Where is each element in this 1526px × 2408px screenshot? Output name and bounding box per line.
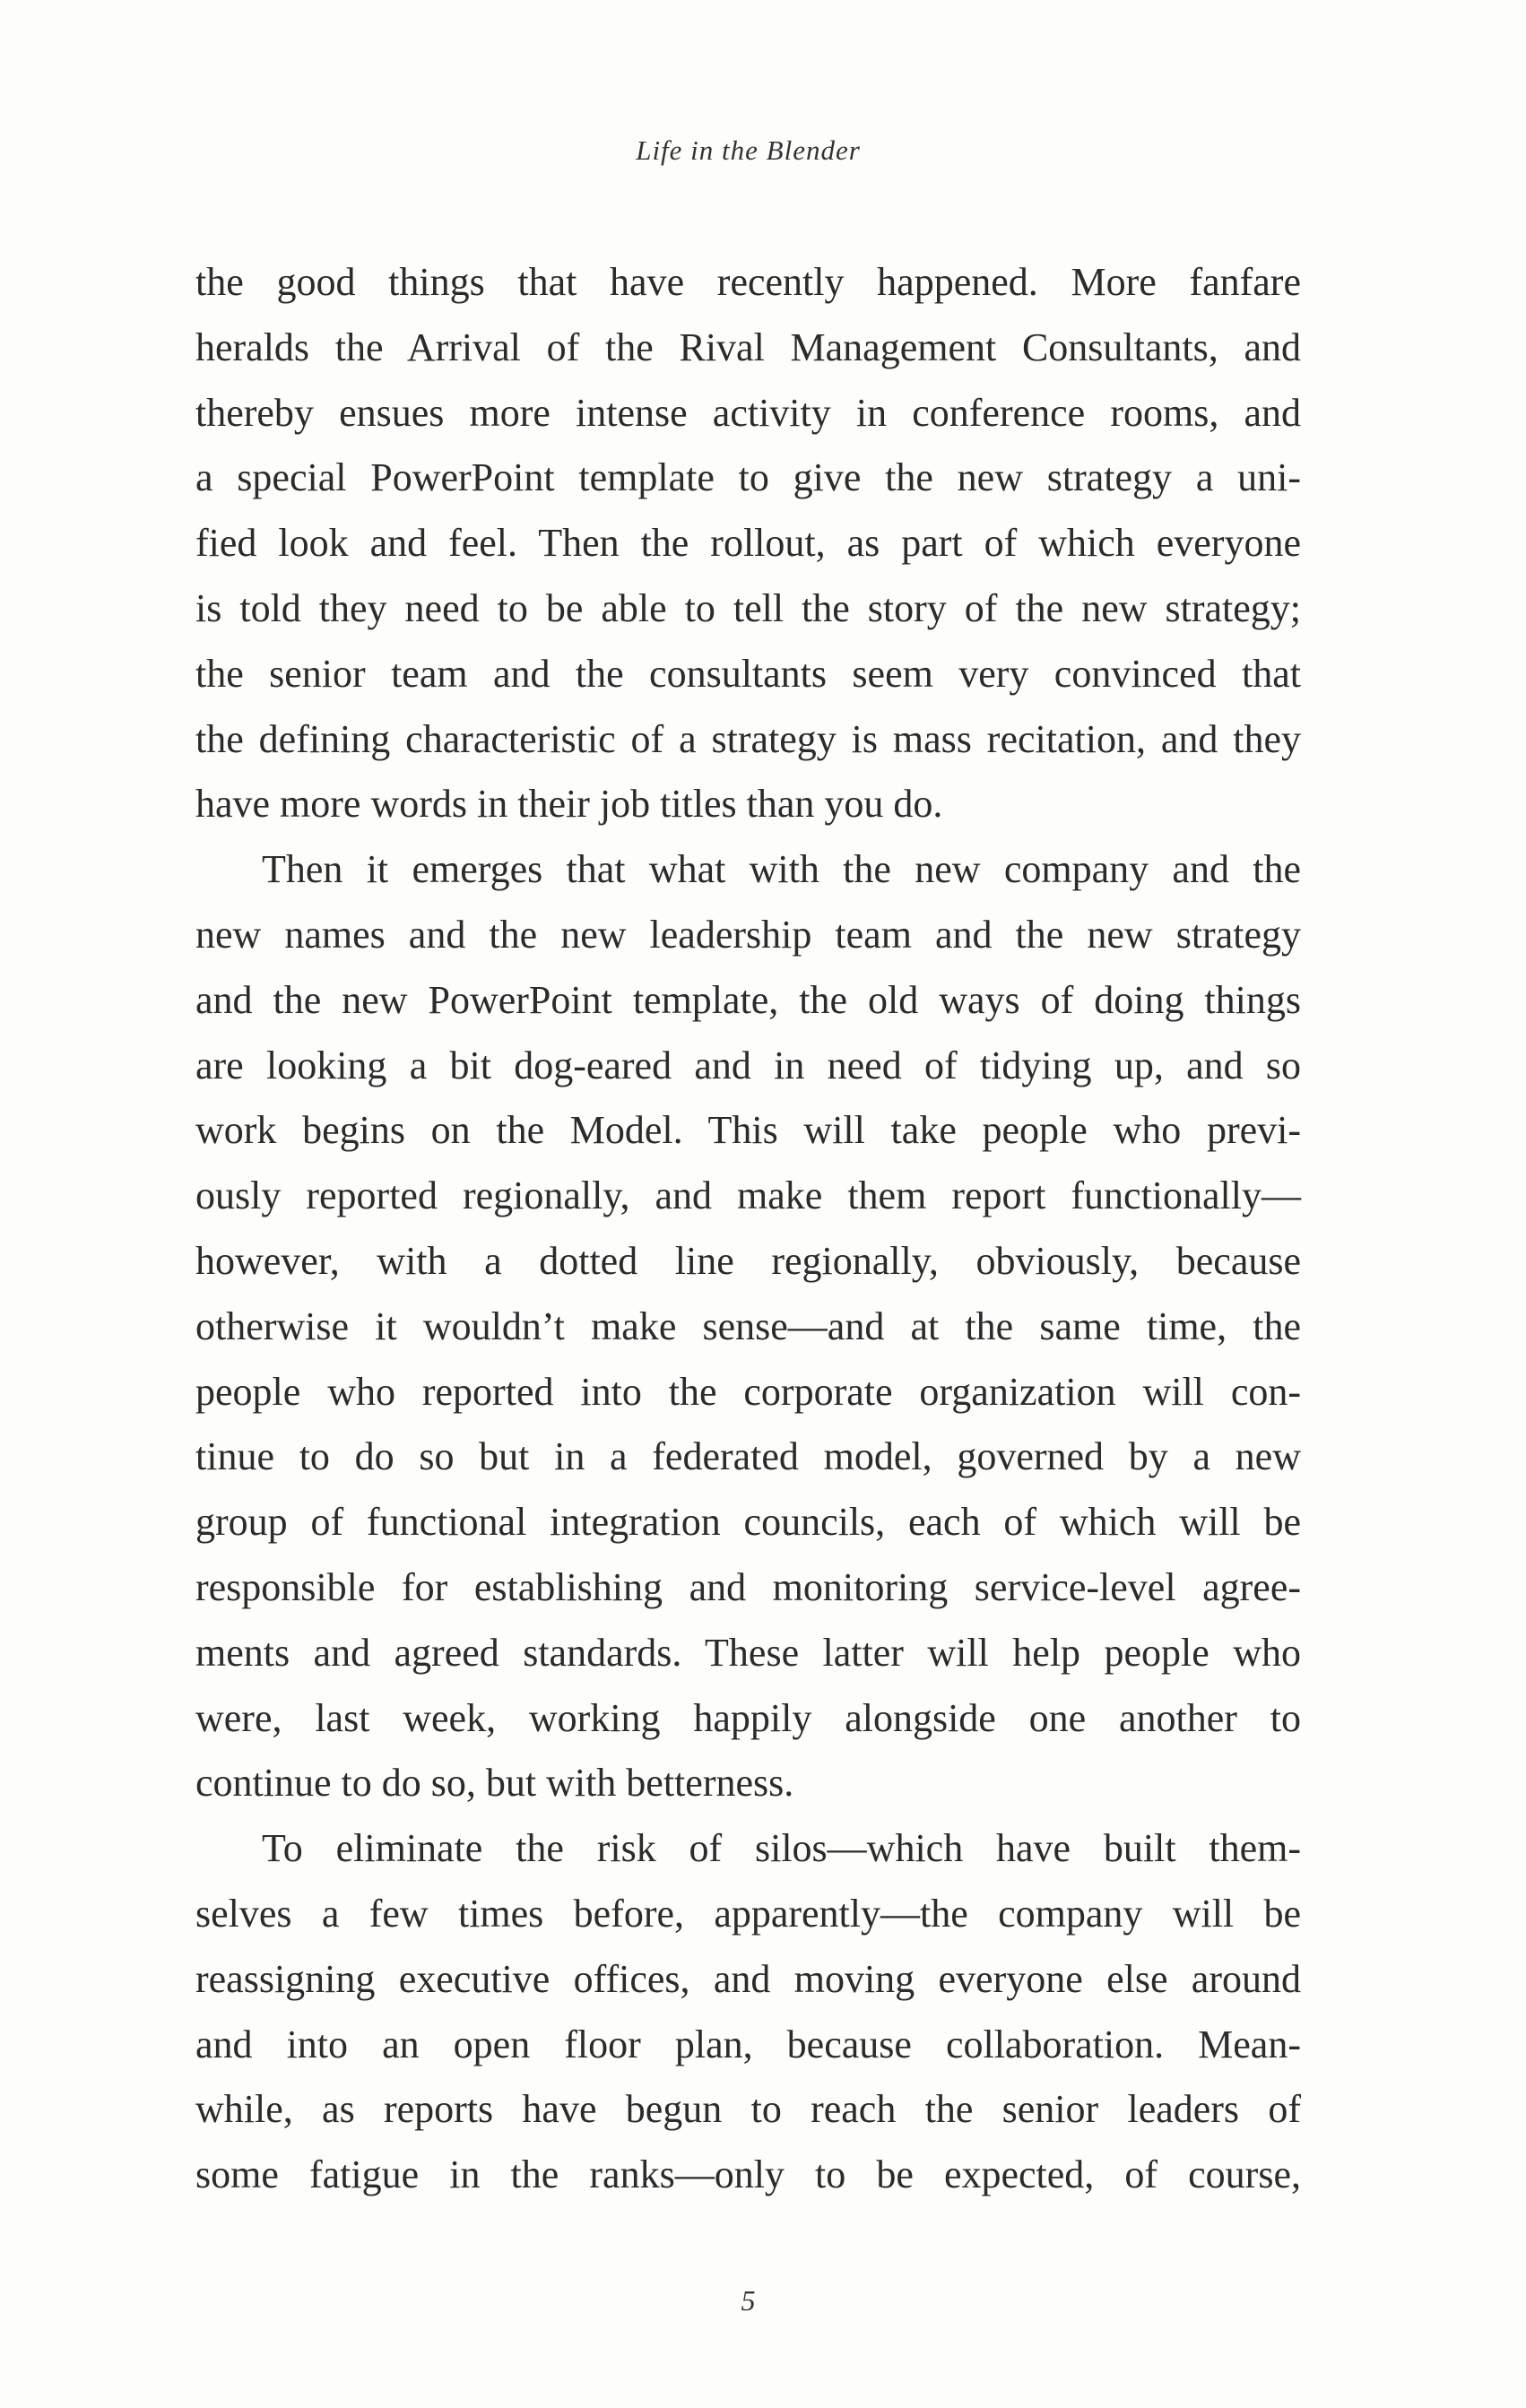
- text-line: responsible for establishing and monitoring service-level agree-: [195, 1564, 1301, 1609]
- text-line: thereby ensues more intense activity in conference rooms, and: [195, 390, 1301, 435]
- text-line: some fatigue in the ranks—only to be expected, of course,: [195, 2152, 1301, 2197]
- text-line: ously reported regionally, and make them report functionally—: [195, 1174, 1301, 1218]
- text-line: people who reported into the corporate organization will con-: [195, 1369, 1301, 1414]
- text-line: group of functional integration councils, each of which will be: [195, 1500, 1301, 1545]
- paragraph: [195, 253, 1301, 840]
- text-line: and into an open floor plan, because collaboration. Mean-: [195, 2022, 1301, 2066]
- paragraph: [195, 1819, 1301, 2211]
- text-line: the good things that have recently happened. More fanfare: [195, 260, 1301, 304]
- text-line: reassigning executive offices, and moving everyone else around: [195, 1956, 1301, 2001]
- page-number: 5: [741, 2284, 756, 2317]
- text-line: and the new PowerPoint template, the old ways of doing things: [195, 977, 1301, 1022]
- text-line: otherwise it wouldn’t make sense—and at the same time, the: [195, 1304, 1301, 1348]
- text-line: however, with a dotted line regionally, obviously, because: [195, 1238, 1301, 1283]
- text-line: work begins on the Model. This will take people who previ-: [195, 1108, 1301, 1153]
- text-line: ments and agreed standards. These latter will help people who: [195, 1630, 1301, 1675]
- text-line: heralds the Arrival of the Rival Management Consultants, and: [195, 325, 1301, 369]
- paragraph: [195, 840, 1301, 1819]
- text-line: the senior team and the consultants seem very convinced that: [195, 651, 1301, 696]
- text-line: are looking a bit dog-eared and in need of tidying up, and so: [195, 1043, 1301, 1087]
- text-line: while, as reports have begun to reach the senior leaders of: [195, 2087, 1301, 2132]
- text-line: is told they need to be able to tell the story of the new strategy;: [195, 585, 1301, 630]
- text-line: tinue to do so but in a federated model, governed by a new: [195, 1434, 1301, 1479]
- text-line: selves a few times before, apparently—the company will be: [195, 1891, 1301, 1936]
- body-text: [195, 253, 1301, 2211]
- text-line: were, last week, working happily alongside one another to: [195, 1695, 1301, 1740]
- text-line: new names and the new leadership team and the new strategy: [195, 912, 1301, 957]
- text-line: have more words in their job titles than you do.: [195, 782, 943, 827]
- text-line: a special PowerPoint template to give the new strategy a uni-: [195, 455, 1301, 500]
- text-line: the defining characteristic of a strategy is mass recitation, and they: [195, 716, 1301, 761]
- text-line: fied look and feel. Then the rollout, as part of which everyone: [195, 521, 1301, 566]
- text-line: continue to do so, but with betterness.: [195, 1761, 794, 1806]
- running-head: Life in the Blender: [636, 134, 861, 166]
- text-line: Then it emerges that what with the new company and the: [262, 847, 1301, 892]
- text-line: To eliminate the risk of silos—which have built them-: [262, 1826, 1301, 1871]
